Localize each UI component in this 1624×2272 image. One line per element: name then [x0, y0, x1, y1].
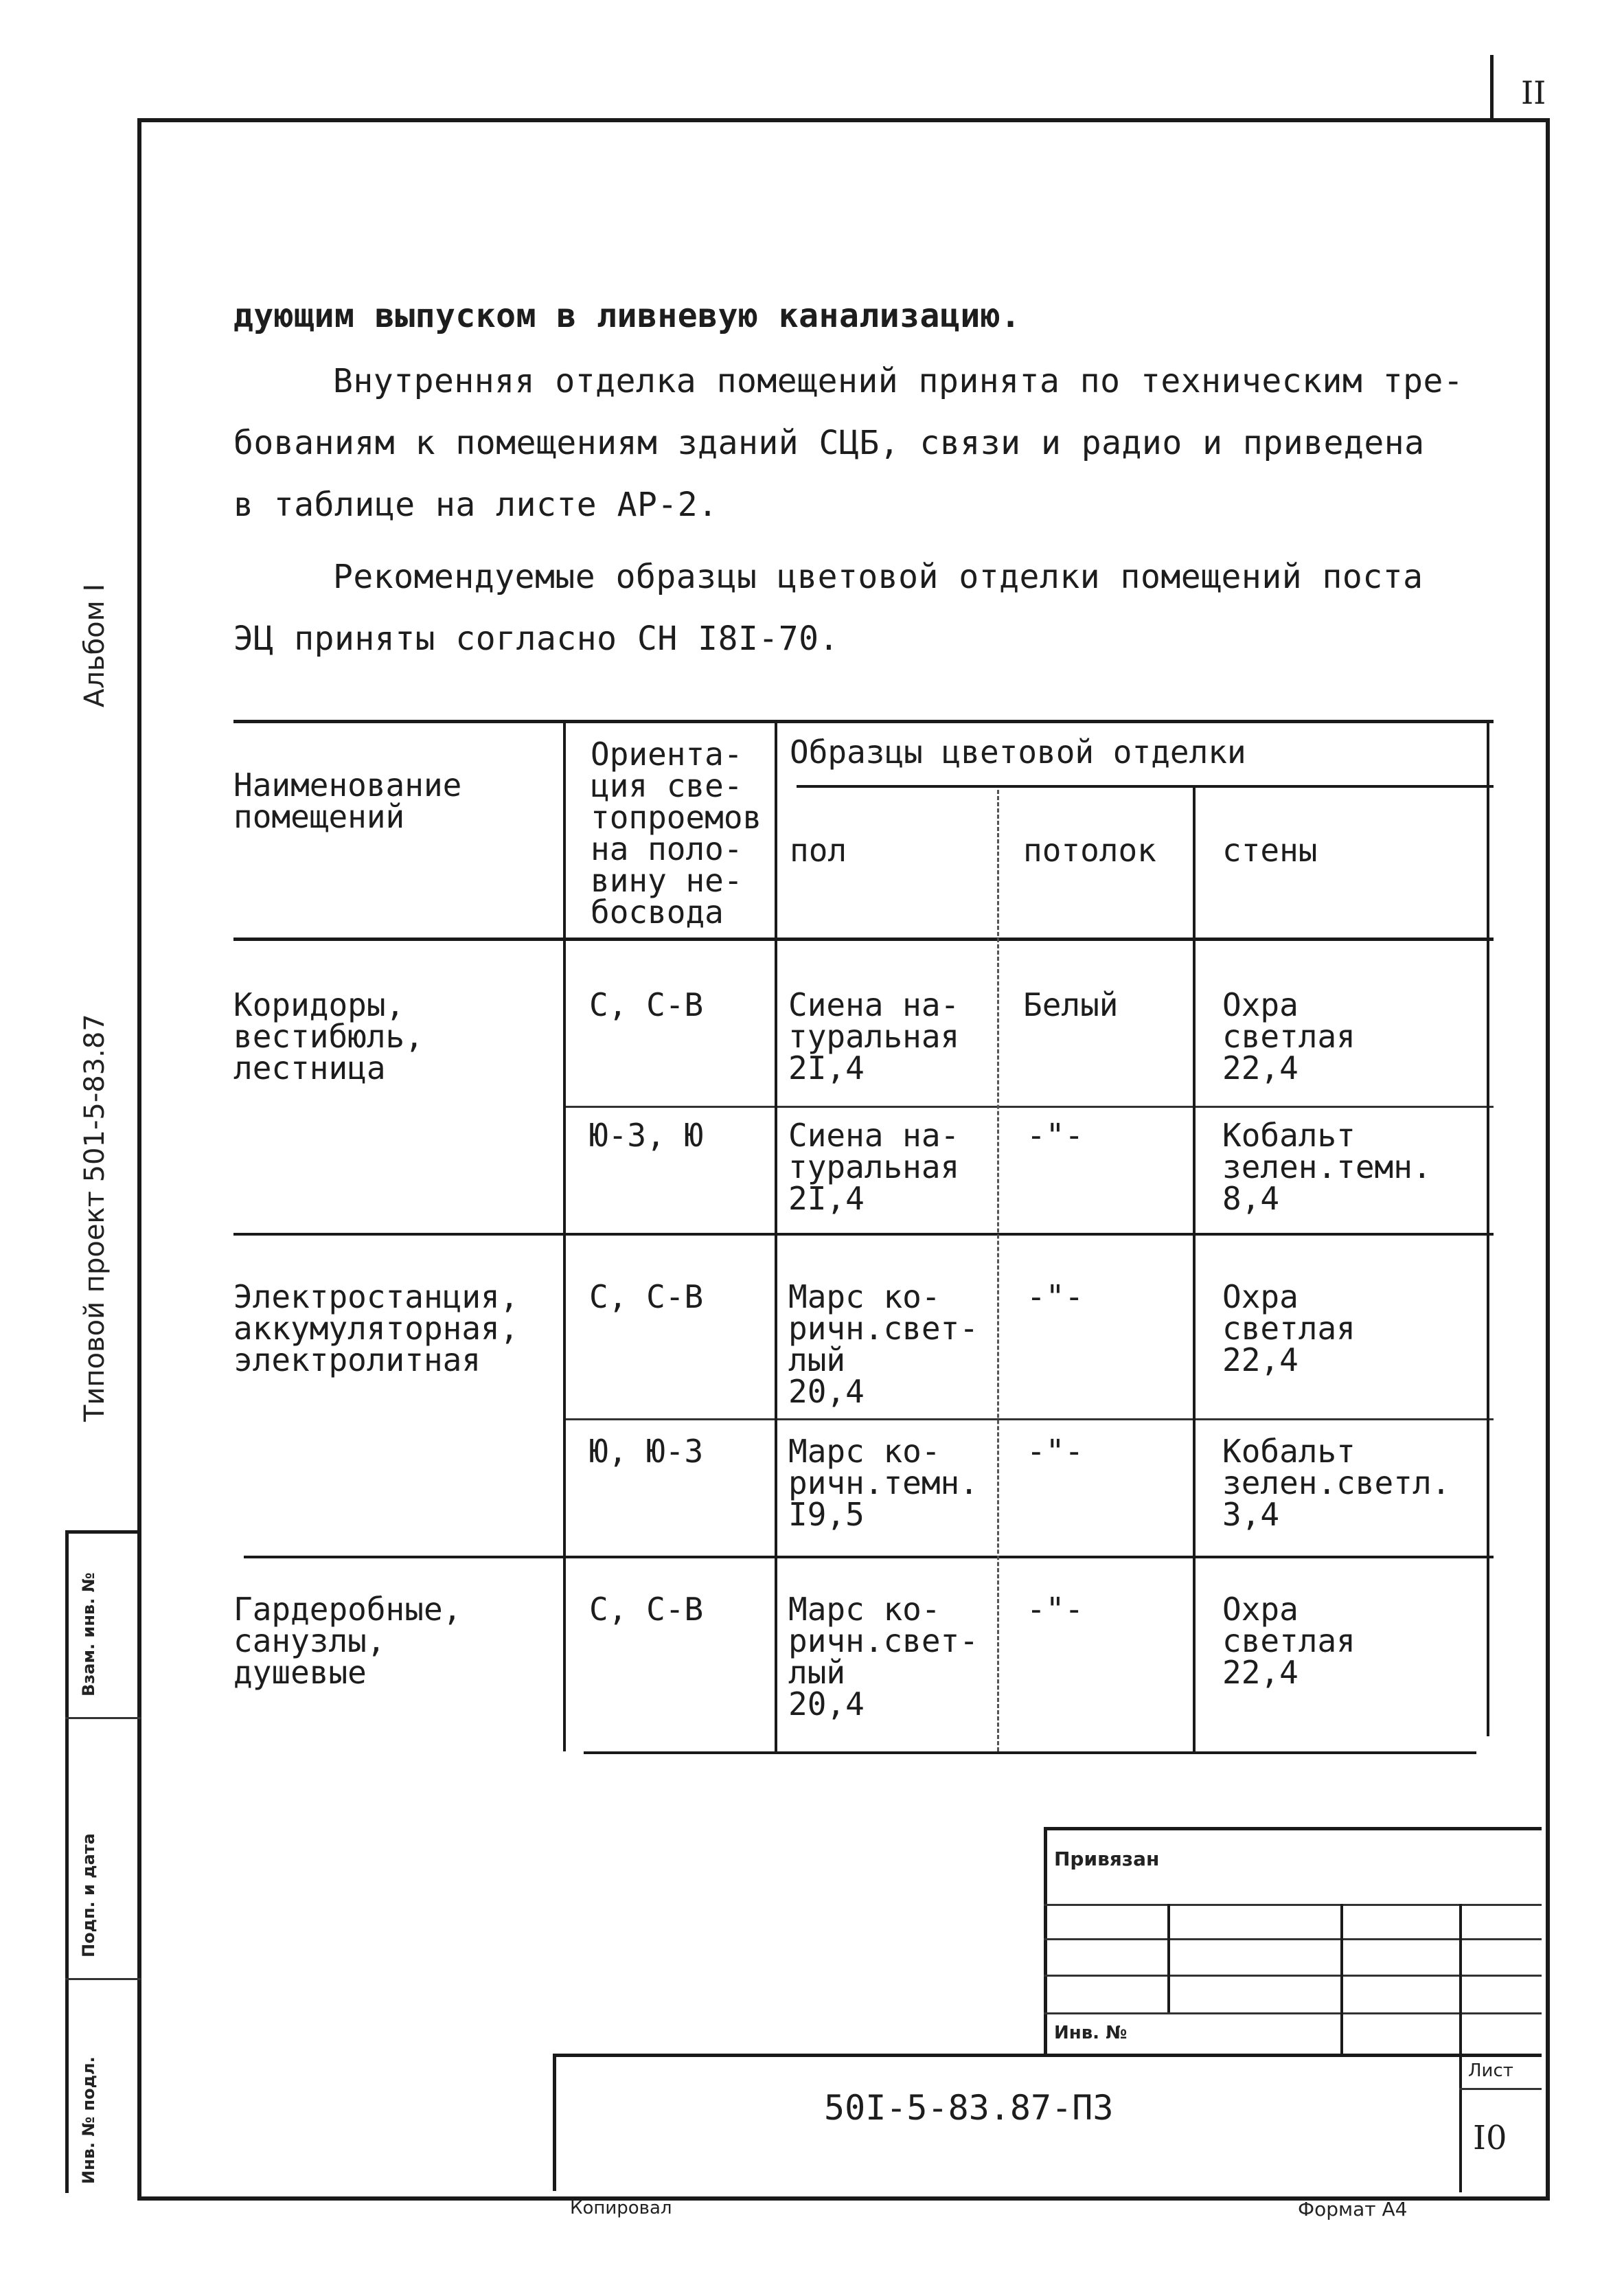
group-3-name: Гардеробные, санузлы, душевые: [233, 1591, 462, 1691]
stamp-col-1: [1167, 1904, 1170, 2012]
header-walls: стены: [1222, 832, 1318, 869]
stamp-row-2: [1044, 1938, 1542, 1940]
privyazan-label: Привязан: [1054, 1848, 1160, 1870]
side-box-vzam: Взам. инв. №: [79, 1572, 98, 1696]
group-1-name: Коридоры, вестибюль, лестница: [233, 986, 424, 1087]
document-code: 50I-5-83.87-ПЗ: [824, 2088, 1114, 2128]
header-ceiling: потолок: [1023, 832, 1156, 869]
copied-label: Копировал: [570, 2198, 672, 2218]
header-group: Образцы цветовой отделки: [790, 734, 1246, 771]
group-rule-2: [244, 1556, 1494, 1558]
group-2-row-1-walls: Охра светлая 22,4: [1222, 1278, 1356, 1378]
stamp-row-1: [1044, 1904, 1542, 1906]
sheet-label: Лист: [1468, 2060, 1513, 2081]
code-box-left: [553, 2054, 556, 2191]
group-2-row-1-ceiling: -"-: [1027, 1278, 1084, 1315]
side-box-inv: Инв. № подл.: [79, 2056, 98, 2184]
side-box-podp: Подп. и дата: [79, 1833, 98, 1957]
group-2-row-2-walls: Кобальт зелен.светл. 3,4: [1222, 1433, 1451, 1533]
group-header-rule: [797, 785, 1494, 788]
row-rule-2: [563, 1418, 1494, 1420]
sheet-label-rule: [1459, 2088, 1542, 2090]
page-number-box-left: [1490, 55, 1494, 120]
table-top-rule: [233, 720, 1494, 723]
group-1-row-1-walls: Охра светлая 22,4: [1222, 986, 1356, 1087]
stamp-col-2: [1340, 1904, 1343, 2056]
group-1-row-2-floor: Сиена на- туральная 2I,4: [788, 1117, 960, 1217]
left-strip-div-1: [65, 1717, 141, 1719]
paragraph-1: дующим выпуском в ливневую канализацию.: [233, 297, 1021, 335]
group-1-row-1-floor: Сиена на- туральная 2I,4: [788, 986, 960, 1087]
row-rule-1: [563, 1106, 1494, 1108]
table-bottom-rule: [584, 1751, 1476, 1754]
format-label: Формат А4: [1298, 2198, 1408, 2220]
header-floor: пол: [790, 832, 847, 869]
group-rule-1: [233, 1233, 1494, 1236]
page-number: II: [1521, 74, 1546, 111]
group-1-row-1-orientation: С, С-В: [589, 986, 704, 1023]
group-1-row-1-ceiling: Белый: [1023, 986, 1119, 1023]
stamp-col-3: [1459, 1904, 1462, 2192]
group-2-row-1-floor: Марс ко- ричн.свет- лый 20,4: [788, 1278, 979, 1410]
paragraph-3-line-1: Рекомендуемые образцы цветовой отделки помещений поста: [333, 558, 1423, 596]
group-2-row-2-ceiling: -"-: [1027, 1433, 1084, 1470]
header-orientation: Ориента- ция све- топроемов на поло- вину не- босвода: [591, 736, 762, 931]
stamp-row-4: [1044, 2012, 1542, 2014]
table-header-rule: [233, 938, 1494, 941]
col-rule-right: [1487, 720, 1489, 1736]
group-1-row-2-ceiling: -"-: [1027, 1117, 1084, 1154]
group-3-row-1-orientation: С, С-В: [589, 1591, 704, 1628]
group-3-row-1-walls: Охра светлая 22,4: [1222, 1591, 1356, 1691]
col-rule-walls: [1193, 786, 1196, 1751]
group-2-row-2-orientation: Ю, Ю-З: [589, 1433, 704, 1470]
col-rule-ceiling: [997, 790, 999, 1751]
code-box-top: [553, 2054, 1542, 2057]
paragraph-3-line-2: ЭЦ приняты согласно СН I8I-70.: [233, 620, 839, 658]
left-strip-div-2: [65, 1978, 141, 1980]
inv-no-label: Инв. №: [1054, 2023, 1128, 2043]
group-3-row-1-floor: Марс ко- ричн.свет- лый 20,4: [788, 1591, 979, 1723]
group-2-row-2-floor: Марс ко- ричн.темн. I9,5: [788, 1433, 979, 1533]
col-rule-floor: [775, 720, 777, 1751]
group-3-row-1-ceiling: -"-: [1027, 1591, 1084, 1628]
stamp-row-3: [1044, 1975, 1542, 1977]
project-label: Типовой проект 501-5-83.87: [79, 1014, 111, 1422]
paragraph-2-line-2: бованиям к помещениям зданий СЦБ, связи и радио и приведена: [233, 424, 1425, 462]
group-1-row-2-orientation: Ю-З, Ю: [589, 1117, 704, 1154]
stamp-left: [1044, 1827, 1047, 2057]
sheet-number: I0: [1473, 2119, 1507, 2157]
col-rule-orientation: [563, 720, 566, 1751]
album-label: Альбом I: [79, 583, 111, 707]
left-strip-edge: [65, 1530, 69, 2193]
group-2-row-1-orientation: С, С-В: [589, 1278, 704, 1315]
group-2-name: Электростанция, аккумуляторная, электролитная: [233, 1278, 519, 1378]
stamp-top: [1044, 1827, 1542, 1830]
paragraph-2-line-3: в таблице на листе АР-2.: [233, 486, 718, 524]
header-name: Наименование помещений: [233, 766, 462, 835]
left-strip-top: [65, 1530, 141, 1534]
group-1-row-2-walls: Кобальт зелен.темн. 8,4: [1222, 1117, 1432, 1217]
paragraph-2-line-1: Внутренняя отделка помещений принята по техническим тре-: [333, 362, 1464, 400]
